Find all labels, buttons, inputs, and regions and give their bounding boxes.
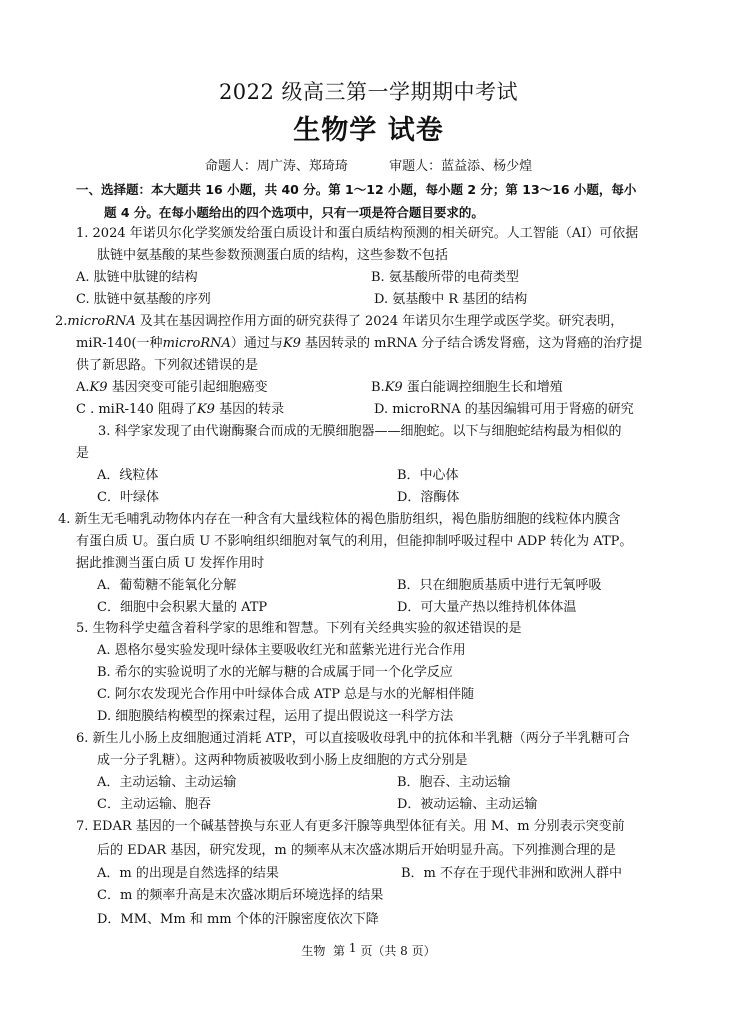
q2-stem: 2.microRNA 及其在基因调控作用方面的研究获得了 2024 年诺贝尔生理学或医学奖。研究表明， [55,314,624,329]
q4-option-c: C．细胞中会积累大量的 ATP [97,600,268,615]
section-heading: 一、选择题：本大题共 16 小题，共 40 分。第 1～12 小题，每小题 2 分；第 13～16 小题，每小 [76,182,637,197]
q7-option-b: B．m 不存在于现代非洲和欧洲人群中 [401,866,623,881]
subject-title: 生物学 试卷 [293,115,444,146]
q7-stem: 7. EDAR 基因的一个碱基替换与东亚人有更多汗腺等典型体征有关。用 M、m 分别表示突变前 [76,819,625,834]
q6-stem-cont: 成一分子乳糖）。这两种物质被吸收到小肠上皮细胞的方式分别是 [97,753,468,768]
q4-option-a: A．葡萄糖不能氧化分解 [97,578,237,593]
q7-option-c: C．m 的频率升高是末次盛冰期后环境选择的结果 [97,888,384,903]
exam-title: 2022 级高三第一学期期中考试 [218,80,519,104]
q3-stem-cont: 是 [76,446,90,461]
q3-option-a: A．线粒体 [97,468,159,483]
q7-option-a: A．m 的出现是自然选择的结果 [97,866,279,881]
q2-option-d: D. microRNA 的基因编辑可用于肾癌的研究 [374,402,634,417]
q3-stem: 3. 科学家发现了由代谢酶聚合而成的无膜细胞器——细胞蛇。以下与细胞蛇结构最为相似的 [98,424,622,439]
q6-option-d: D．被动运输、主动运输 [397,797,538,812]
q4-stem-cont2: 据此推测当蛋白质 U 发挥作用时 [76,556,265,571]
q2-option-c: C . miR-140 阻碍了K9 基因的转录 [76,402,285,417]
q6-stem: 6. 新生儿小肠上皮细胞通过消耗 ATP，可以直接吸收母乳中的抗体和半乳糖（两分子半乳糖可合 [76,731,630,746]
q1-option-b: B. 氨基酸所带的电荷类型 [371,270,519,285]
q1-option-c: C. 肽链中氨基酸的序列 [76,292,211,307]
q4-stem: 4. 新生无毛哺乳动物体内存在一种含有大量线粒体的褐色脂肪组织，褐色脂肪细胞的线粒体内膜含 [58,512,621,527]
q1-option-a: A. 肽链中肽键的结构 [76,270,198,285]
footer-left: 生物 第 [301,944,346,958]
q1-option-d: D. 氨基酸中 R 基团的结构 [374,292,528,307]
q5-option-a: A. 恩格尔曼实验发现叶绿体主要吸收红光和蓝紫光进行光合作用 [97,643,466,658]
q4-stem-cont: 有蛋白质 U。蛋白质 U 不影响组织细胞对氧气的利用，但能抑制呼吸过程中 ADP 转化为 ATP。 [76,534,633,549]
q4-option-d: D．可大量产热以维持机体体温 [397,600,577,615]
q7-stem-cont: 后的 EDAR 基因，研究发现，m 的频率从末次盛冰期后开始明显升高。下列推测合理的是 [97,843,616,858]
q5-option-d: D. 细胞膜结构模型的探索过程，运用了提出假说这一科学方法 [97,709,454,724]
q3-option-c: C．叶绿体 [97,490,159,505]
q5-option-c: C. 阿尔农发现光合作用中叶绿体合成 ATP 总是与水的光解相伴随 [97,687,475,702]
footer-right: 页（共 8 页） [360,944,436,958]
q5-stem: 5. 生物科学史蕴含着科学家的思维和智慧。下列有关经典实验的叙述错误的是 [76,621,522,636]
q3-option-d: D．溶酶体 [397,490,460,505]
q1-stem-cont: 肽链中氨基酸的某些参数预测蛋白质的结构，这些参数不包括 [97,248,449,263]
authors-line: 命题人：周广涛、郑琦琦 审题人：蓝益添、杨少煌 [204,159,533,174]
q4-option-b: B．只在细胞质基质中进行无氧呼吸 [397,578,602,593]
q1-stem: 1. 2024 年诺贝尔化学奖颁发给蛋白质设计和蛋白质结构预测的相关研究。人工智能（AI）可依据 [76,226,639,241]
q6-option-a: A．主动运输、主动运输 [97,775,237,790]
q6-option-b: B．胞吞、主动运输 [397,775,511,790]
q7-option-d: D．MM、Mm 和 mm 个体的汗腺密度依次下降 [97,912,379,927]
q5-option-b: B. 希尔的实验说明了水的光解与糖的合成属于同一个化学反应 [97,665,453,680]
q2-option-b: B.K9 蛋白能调控细胞生长和增殖 [371,380,563,395]
q3-option-b: B．中心体 [397,468,459,483]
q2-stem-cont: miR-140(一种microRNA）通过与K9 基因转录的 mRNA 分子结合诱发肾癌，这为肾癌的治疗提 [76,336,643,351]
section-heading-cont: 题 4 分。在每小题给出的四个选项中，只有一项是符合题目要求的。 [104,205,484,220]
page-footer [0,943,737,959]
q2-option-a: A.K9 基因突变可能引起细胞癌变 [76,380,268,395]
page-number: 1 [348,941,357,955]
q2-stem-cont2: 供了新思路。下列叙述错误的是 [76,358,259,373]
q6-option-c: C．主动运输、胞吞 [97,797,211,812]
